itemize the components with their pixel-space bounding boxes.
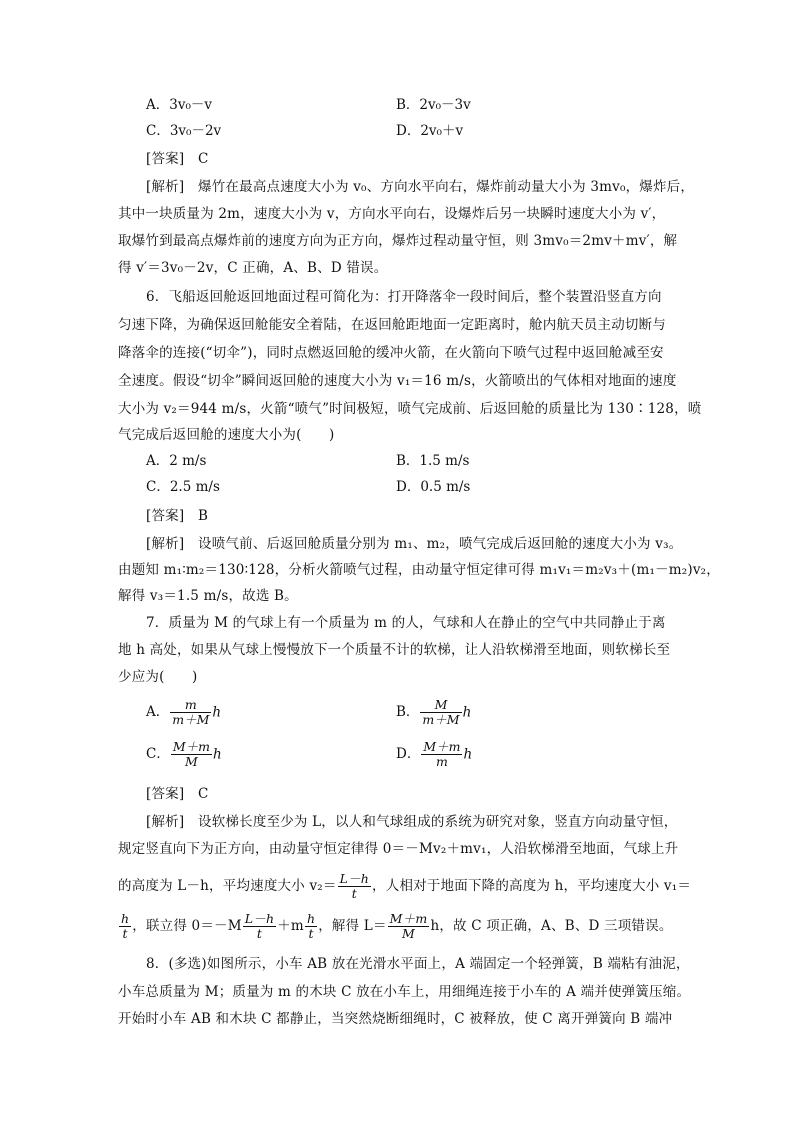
- q7-stem-line: 7．质量为 M 的气球上有一个质量为 m 的人，气球和人在静止的空气中共同静止于离: [146, 615, 666, 631]
- numerator: h: [121, 911, 130, 926]
- q6-stem-line: 匀速下降，为确保返回舱能安全着陆，在返回舱距地面一定距离时，舱内航天员主动切断与: [118, 317, 666, 333]
- variable-h: h: [463, 746, 473, 763]
- text-run: 的高度为 L－h，平均速度大小 v₂＝: [118, 878, 337, 894]
- numerator: L－h: [339, 871, 370, 886]
- fraction: [119, 912, 131, 941]
- q7-option-a: [146, 698, 221, 727]
- q6-analysis-line: 解得 v₃＝1.5 m/s，故选 B。: [118, 588, 298, 604]
- q6-option-b: B．1.5 m/s: [396, 453, 470, 469]
- denominator: t: [351, 886, 357, 901]
- numerator: M＋m: [423, 739, 461, 754]
- denominator: t: [122, 926, 128, 941]
- numerator: M: [420, 698, 461, 713]
- q7-analysis-line: [解析] 设软梯长度至少为 L，以人和气球组成的系统为研究对象，竖直方向动量守恒，: [146, 814, 678, 830]
- q7-option-d: [396, 740, 472, 769]
- fraction: [388, 912, 430, 941]
- numerator: M＋m: [389, 911, 428, 926]
- variable-h: h: [213, 746, 222, 763]
- q6-analysis-line: [解析] 设喷气前、后返回舱质量分别为 m₁、m₂，喷气完成后返回舱的速度大小为 v₃。: [146, 536, 683, 552]
- text-run: ，联立得 0＝－M: [132, 918, 242, 934]
- q7-option-b: [396, 698, 471, 727]
- q7-stem-line: 少应为( ): [118, 669, 198, 685]
- q5-analysis-line: 得 v′＝3v₀－2v，C 正确，A、B、D 错误。: [118, 260, 388, 276]
- q5-analysis-line: [解析] 爆竹在最高点速度大小为 v₀、方向水平向右，爆炸前动量大小为 3mv₀，爆炸后，: [146, 179, 695, 195]
- q7-analysis-line: 规定竖直向下为正方向，由动量守恒定律得 0＝－Mv₂＋mv₁，人沿软梯滑至地面，气球上升: [118, 841, 679, 857]
- q6-option-d: D．0.5 m/s: [396, 479, 471, 495]
- q5-option-b: B．2v₀－3v: [396, 97, 471, 113]
- q6-stem-line: 大小为 v₂＝944 m/s，火箭“喷气”时间极短，喷气完成前、后返回舱的质量比为 130∶128，喷: [118, 401, 702, 417]
- q5-answer: [答案] C: [146, 151, 209, 167]
- numerator: m: [170, 698, 211, 713]
- option-label: A．: [146, 704, 170, 720]
- denominator: t: [256, 926, 263, 941]
- denominator: m＋M: [172, 712, 210, 727]
- fraction: [338, 872, 371, 901]
- option-label: B．: [396, 704, 420, 720]
- text-run: ，解得 L＝: [318, 918, 387, 934]
- text-run: h，故 C 项正确，A、B、D 三项错误。: [430, 918, 673, 934]
- fraction: [170, 698, 211, 727]
- q8-stem-line: 小车总质量为 M；质量为 m 的木块 C 放在小车上，用细绳连接于小车的 A 端并使弹簧压缩。: [118, 984, 691, 1000]
- denominator: m＋M: [422, 712, 460, 727]
- text-run: ，人相对于地面下降的高度为 h，平均速度大小 v₁＝: [372, 878, 692, 894]
- fraction: [171, 740, 212, 769]
- q6-stem-line: 气完成后返回舱的速度大小为( ): [118, 427, 335, 443]
- fraction: [420, 698, 461, 727]
- denominator: M: [402, 926, 416, 941]
- numerator: h: [306, 911, 316, 926]
- q5-option-a: A．3v₀－v: [146, 97, 213, 113]
- q7-stem-line: 地 h 高处，如果从气球上慢慢放下一个质量不计的软梯，让人沿软梯滑至地面，则软梯长至: [118, 642, 671, 658]
- q6-stem-line: 6．飞船返回舱返回地面过程可简化为：打开降落伞一段时间后，整个装置沿竖直方向: [146, 289, 662, 305]
- fraction: [421, 740, 462, 769]
- numerator: L－h: [244, 911, 275, 926]
- q8-stem-line: 8．(多选)如图所示，小车 AB 放在光滑水平面上，A 端固定一个轻弹簧，B 端粘有油泥，: [146, 956, 690, 972]
- numerator: M＋m: [172, 739, 210, 754]
- q7-answer: [答案] C: [146, 786, 209, 802]
- q7-option-c: [146, 740, 222, 769]
- q7-analysis-line: [118, 912, 678, 941]
- fraction: [243, 912, 276, 941]
- option-label: C．: [146, 746, 170, 762]
- q5-option-c: C．3v₀－2v: [146, 123, 222, 139]
- denominator: t: [308, 926, 314, 941]
- variable-h: h: [212, 704, 222, 721]
- text-run: ＋m: [277, 918, 304, 934]
- q6-stem-line: 全速度。假设“切伞”瞬间返回舱的速度大小为 v₁＝16 m/s，火箭喷出的气体相对地面的速度: [118, 373, 677, 389]
- denominator: M: [185, 754, 198, 769]
- fraction: [305, 912, 317, 941]
- q6-answer: [答案] B: [146, 508, 209, 524]
- q5-option-d: D．2v₀＋v: [396, 123, 464, 139]
- q5-analysis-line: 其中一块质量为 2m，速度大小为 v，方向水平向右，设爆炸后另一块瞬时速度大小为 v′，: [118, 206, 666, 222]
- variable-h: h: [462, 704, 472, 721]
- q5-analysis-line: 取爆竹到最高点爆炸前的速度方向为正方向，爆炸过程动量守恒，则 3mv₀＝2mv＋mv′，解: [118, 233, 678, 249]
- q8-stem-line: 开始时小车 AB 和木块 C 都静止，当突然烧断细绳时，C 被释放，使 C 离开弹簧向 B 端冲: [118, 1011, 673, 1027]
- q6-stem-line: 降落伞的连接(“切伞”)，同时点燃返回舱的缓冲火箭，在火箭向下喷气过程中返回舱减至安: [118, 345, 664, 361]
- option-label: D．: [396, 746, 421, 762]
- q6-option-a: A．2 m/s: [146, 453, 207, 469]
- q6-analysis-line: 由题知 m₁∶m₂＝130∶128，分析火箭喷气过程，由动量守恒定律可得 m₁v₁＝m₂v₃＋(m₁－m₂)v₂，: [118, 562, 720, 578]
- q6-option-c: C．2.5 m/s: [146, 479, 220, 495]
- q7-analysis-line: [118, 871, 692, 901]
- denominator: m: [435, 754, 448, 769]
